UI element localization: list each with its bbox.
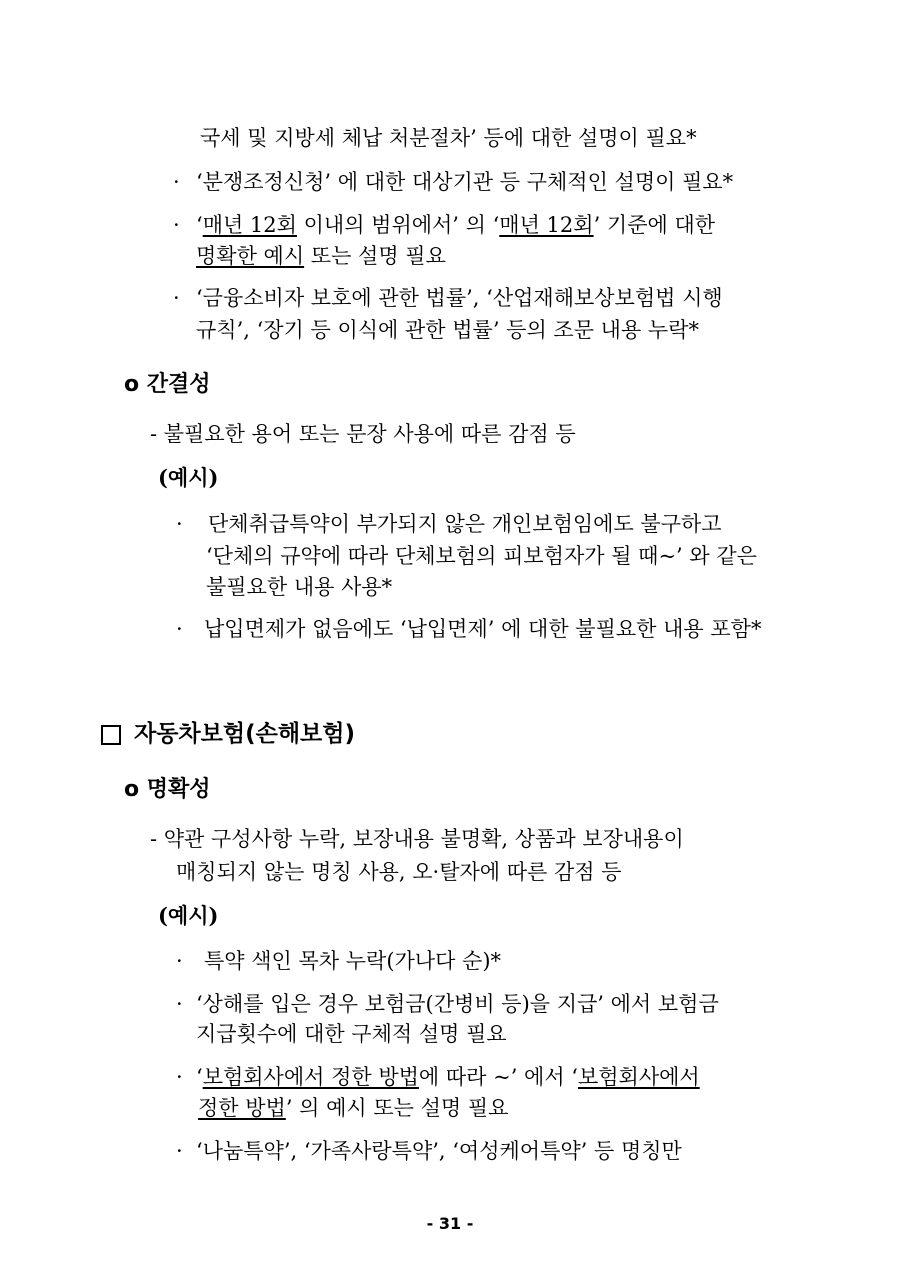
bullet-text: ‘매년 12회 이내의 범위에서’ 의 ‘매년 12회’ 기준에 대한 [196,213,716,237]
bullet-mark: · [176,949,183,973]
page-number: - 31 - [426,1214,474,1233]
underlined-text: 매년 12회 [202,213,297,237]
dash-item: - 약관 구성사항 누락, 보장내용 불명확, 상품과 보장내용이 [150,827,684,851]
bullet-mark: · [173,213,180,237]
example-text: 특약 색인 목차 누락(가나다 순)* [204,949,502,973]
example-label: (예시) [158,903,219,928]
example-text: ‘상해를 입은 경우 보험금(간병비 등)을 지급’ 에서 보험금 [196,992,719,1016]
underlined-text: 보험회사에서 [577,1065,700,1089]
example-text-continued: 정한 방법’ 의 예시 또는 설명 필요 [198,1096,509,1120]
bullet-mark: · [176,617,183,641]
example-text-continued: 지급횟수에 대한 구체적 설명 필요 [196,1022,507,1046]
bullet-text-continued: 규칙’, ‘장기 등 이식에 관한 법률’ 등의 조문 내용 누락* [196,318,699,342]
example-text: ‘보험회사에서 정한 방법에 따라 ~’ 에서 ‘보험회사에서 [196,1065,700,1089]
dash-item-continued: 매칭되지 않는 명칭 사용, 오·탈자에 따른 감점 등 [176,860,622,884]
underlined-text: 명확한 예시 [196,244,305,268]
example-text-continued: ‘단체의 규약에 따라 단체보험의 피보험자가 될 때~’ 와 같은 [206,544,757,568]
dash-item: - 불필요한 용어 또는 문장 사용에 따른 감점 등 [150,422,576,446]
example-text: 납입면제가 없음에도 ‘납입면제’ 에 대한 불필요한 내용 포함* [204,617,762,641]
example-text: ‘나눔특약’, ‘가족사랑특약’, ‘여성케어특약’ 등 명칭만 [196,1139,682,1163]
bullet-mark: · [173,170,180,194]
section-heading-clarity: o 명확성 [124,777,211,802]
bullet-text: ‘금융소비자 보호에 관한 법률’, ‘산업재해보상보험법 시행 [196,286,723,310]
example-label: (예시) [158,465,219,490]
bullet-text-continued: 명확한 예시 또는 설명 필요 [196,244,446,268]
bullet-mark: · [176,512,183,536]
section-checkbox-icon [101,725,121,745]
section-heading-conciseness: o 간결성 [124,372,211,397]
bullet-mark: · [176,1065,183,1089]
underlined-text: 매년 12회 [499,213,594,237]
bullet-text: ‘분쟁조정신청’ 에 대한 대상기관 등 구체적인 설명이 필요* [196,170,734,194]
example-text-continued: 불필요한 내용 사용* [206,575,393,599]
underlined-text: 보험회사에서 정한 방법 [202,1065,419,1089]
bullet-mark: · [176,992,183,1016]
continued-text-line: 국세 및 지방세 체납 처분절차’ 등에 대한 설명이 필요* [200,126,697,150]
example-text: 단체취급특약이 부가되지 않은 개인보험임에도 불구하고 [208,512,722,536]
underlined-text: 정한 방법 [198,1096,286,1120]
bullet-mark: · [173,286,180,310]
section-title: 자동차보험(손해보험) [134,721,355,747]
bullet-mark: · [176,1139,183,1163]
